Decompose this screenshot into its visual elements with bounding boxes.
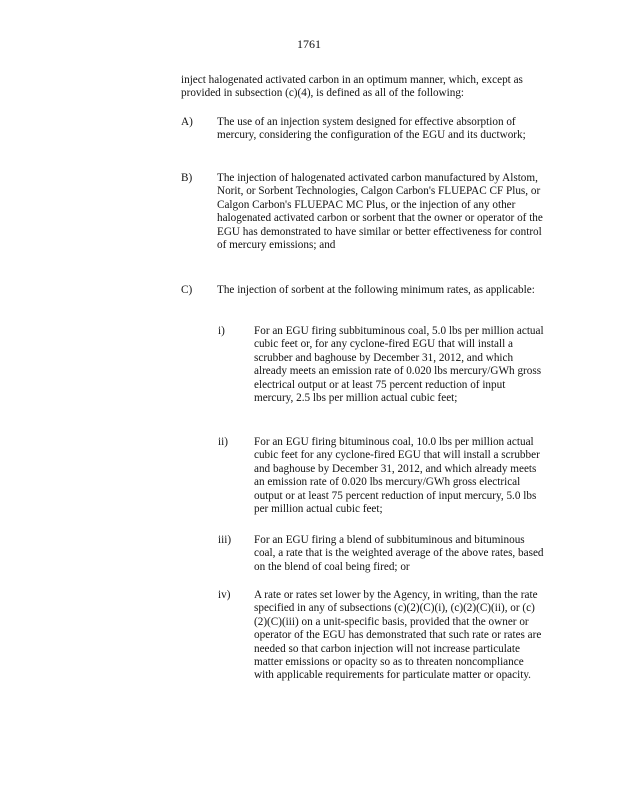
sub-item-text: For an EGU firing bituminous coal, 10.0 lbs per million actual cubic feet for any cyclone-fired EGU that will install a scrubber and baghouse by December 31, 2012, and which already meets an emission rate of 0.020 lbs mercury/GWh gross electrical output or at least 75 percent reduction of input mercury, 5.0 lbs per million actual cubic feet; [254, 436, 540, 516]
item-text: The injection of sorbent at the following minimum rates, as applicable: [217, 284, 535, 296]
item-label: A) [181, 116, 193, 128]
sub-item-label: iv) [218, 589, 231, 601]
page-number: 1761 [297, 37, 321, 51]
sub-item-text: For an EGU firing subbituminous coal, 5.0 lbs per million actual cubic feet or, for any cyclone-fired EGU that will install a scrubber and baghouse by December 31, 2012, and which already meets an emission rate of 0.020 lbs mercury/GWh gross electrical output or at least 75 percent reduction of input mercury, 2.5 lbs per million actual cubic feet; [254, 325, 544, 405]
item-text: The injection of halogenated activated carbon manufactured by Alstom, Norit, or Sorbent Technologies, Calgon Carbon's FLUEPAC CF Plus, or Calgon Carbon's FLUEPAC MC Plus, or the injection of any other halogenated activated carbon or sorbent that the owner or operator of the EGU has demonstrated to have similar or better effectiveness for control of mercury emissions; and [217, 172, 543, 252]
sub-item-label: ii) [218, 436, 228, 448]
intro-paragraph: inject halogenated activated carbon in an optimum manner, which, except as provided in subsection (c)(4), is defined as all of the following: [181, 74, 523, 100]
sub-item-text: For an EGU firing a blend of subbituminous and bituminous coal, a rate that is the weighted average of the above rates, based on the blend of coal being fired; or [254, 534, 544, 573]
item-label: B) [181, 172, 193, 184]
item-label: C) [181, 284, 193, 296]
sub-item-label: i) [218, 325, 225, 337]
sub-item-text: A rate or rates set lower by the Agency, in writing, than the rate specified in any of subsections (c)(2)(C)(i), (c)(2)(C)(ii), or (c)(2)(C)(iii) on a unit-specific basis, provided that the owner or operator of the EGU has demonstrated that such rate or rates are needed so that carbon injection will not increase particulate matter emissions or opacity so as to threaten noncompliance with applicable requirements for particulate matter or opacity. [254, 589, 542, 682]
item-text: The use of an injection system designed for effective absorption of mercury, considering the configuration of the EGU and its ductwork; [217, 116, 526, 142]
sub-item-label: iii) [218, 534, 232, 546]
